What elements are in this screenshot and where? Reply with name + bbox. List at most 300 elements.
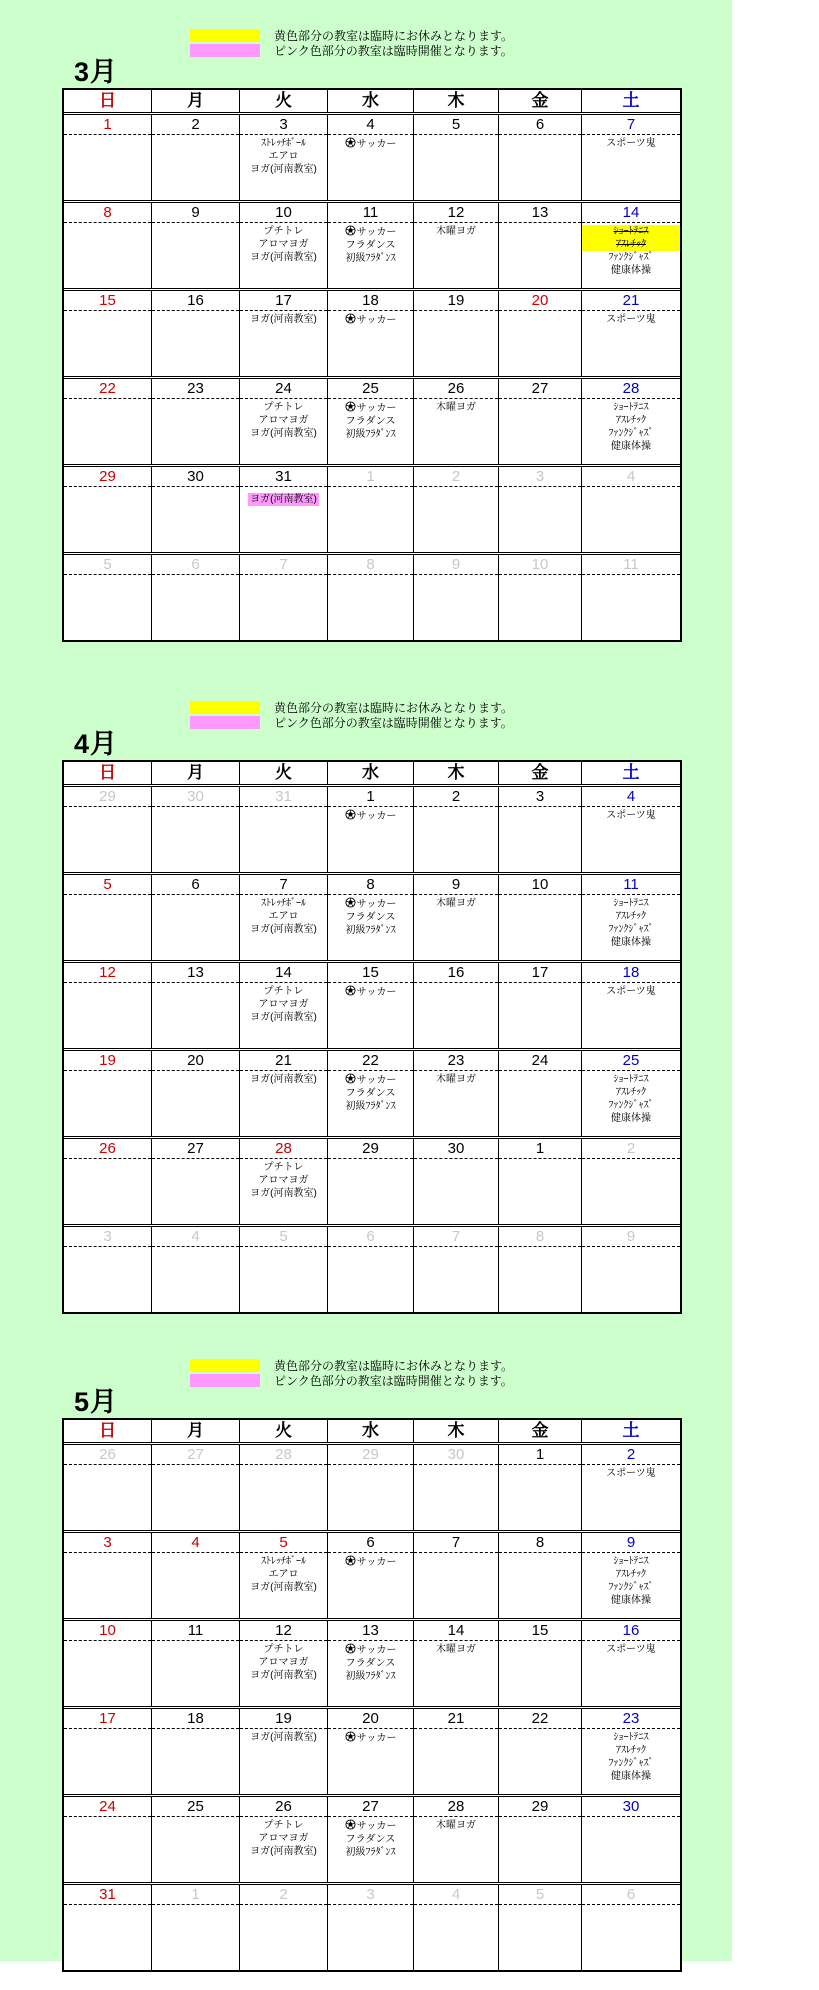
calendar-day-cell: [413, 291, 498, 376]
day-number: 27: [499, 379, 581, 399]
event-line: [240, 1819, 327, 1832]
day-number: 15: [328, 963, 413, 983]
day-number: 29: [328, 1139, 413, 1159]
event-label: フラダンス: [345, 240, 396, 251]
event-label: ｱｽﾚﾁｯｸ: [616, 415, 646, 426]
weekday-label: 火: [275, 1421, 292, 1440]
event-list: [499, 1465, 581, 1467]
calendar-day-cell: [64, 291, 151, 376]
event-label: スポーツ鬼: [606, 810, 656, 821]
event-list: [152, 1159, 239, 1161]
weekday-header-cell: [151, 90, 239, 112]
event-list: [582, 807, 680, 822]
weekday-label: 木: [447, 1421, 465, 1440]
event-label: ｱｽﾚﾁｯｸ: [616, 1569, 646, 1580]
day-number: 4: [152, 1227, 239, 1247]
event-line: [328, 313, 413, 327]
calendar-week-row: [64, 963, 680, 1051]
calendar-day-cell: [151, 1139, 239, 1224]
event-label: ヨガ(河南教室): [250, 1582, 317, 1593]
event-list: [582, 1465, 680, 1480]
weekday-header-cell: [239, 90, 327, 112]
event-list: [499, 399, 581, 401]
day-number: 17: [64, 1709, 151, 1729]
day-number: 14: [240, 963, 327, 983]
day-number: 4: [152, 1533, 239, 1553]
event-list: [414, 223, 498, 238]
day-number: 6: [582, 1885, 680, 1905]
event-list: [414, 1817, 498, 1832]
weekday-header-row: [64, 90, 680, 115]
event-list: [582, 487, 680, 489]
weekday-header-cell: [327, 1420, 413, 1442]
event-line: [240, 150, 327, 163]
event-list: [499, 1071, 581, 1073]
event-label: スポーツ鬼: [606, 1468, 656, 1479]
event-label: ｽﾄﾚｯﾁﾎﾞｰﾙ: [261, 898, 306, 909]
calendar-day-cell: [64, 467, 151, 552]
event-label: プチトレ: [263, 402, 304, 413]
calendar-table: [62, 760, 682, 1314]
legend-swatch-pink: [190, 44, 260, 57]
event-label: ｼｮｰﾄﾃﾆｽ: [613, 1556, 649, 1567]
event-list: [328, 487, 413, 489]
event-list: [328, 575, 413, 577]
calendar-day-cell: [498, 1051, 581, 1136]
weekday-label: 火: [275, 763, 292, 782]
event-label: 初級ﾌﾗﾀﾞﾝｽ: [345, 1847, 396, 1858]
day-number: 4: [582, 787, 680, 807]
calendar-day-cell: [64, 1227, 151, 1312]
event-label: 健康体操: [611, 265, 651, 276]
day-number: 18: [152, 1709, 239, 1729]
calendar-day-cell: [327, 963, 413, 1048]
day-number: 21: [240, 1051, 327, 1071]
event-label: ヨガ(河南教室): [250, 428, 317, 439]
day-number: 14: [582, 203, 680, 223]
weekday-label: 月: [187, 763, 204, 782]
month-block: [0, 0, 732, 660]
month-block: [0, 1330, 732, 1990]
event-label: 初級ﾌﾗﾀﾞﾝｽ: [345, 429, 396, 440]
event-label: サッカー: [356, 315, 397, 326]
calendar-day-cell: [327, 379, 413, 464]
soccer-ball-icon: [345, 1555, 356, 1569]
event-label: ﾌｧﾝｸｼﾞｬｽﾞ: [608, 252, 654, 263]
event-list: [414, 575, 498, 577]
calendar-day-cell: [581, 1797, 680, 1882]
calendar-day-cell: [151, 1051, 239, 1136]
calendar-day-cell: [413, 1051, 498, 1136]
event-list: [328, 1641, 413, 1683]
day-number: 6: [499, 115, 581, 135]
day-number: 5: [499, 1885, 581, 1905]
event-label: ﾌｧﾝｸｼﾞｬｽﾞ: [608, 1758, 654, 1769]
day-number: 8: [499, 1533, 581, 1553]
event-label: ｱｽﾚﾁｯｸ: [616, 239, 646, 250]
event-list: [240, 895, 327, 936]
event-list: [328, 1159, 413, 1161]
soccer-ball-icon: [345, 401, 356, 415]
day-number: 7: [240, 555, 327, 575]
event-label: プチトレ: [263, 1820, 304, 1831]
soccer-ball-icon: [345, 1643, 356, 1657]
event-line: [240, 923, 327, 936]
day-number: 5: [240, 1227, 327, 1247]
calendar-day-cell: [327, 787, 413, 872]
event-label: サッカー: [356, 811, 397, 822]
day-number: 10: [64, 1621, 151, 1641]
event-list: [414, 311, 498, 313]
event-line: [240, 163, 327, 176]
event-list: [64, 311, 151, 313]
legend-swatch-yellow: [190, 701, 260, 714]
event-label: ｼｮｰﾄﾃﾆｽ: [613, 1074, 649, 1085]
calendar-day-cell: [413, 1533, 498, 1618]
event-line: [328, 239, 413, 252]
calendar-day-cell: [64, 1445, 151, 1530]
event-line: [328, 897, 413, 911]
calendar-day-cell: [498, 291, 581, 376]
day-number: 7: [414, 1227, 498, 1247]
event-label: 木曜ヨガ: [436, 1820, 476, 1831]
event-line: [328, 428, 413, 441]
event-line: [582, 1581, 680, 1594]
event-list: [499, 1729, 581, 1731]
event-list: [240, 807, 327, 809]
calendar-week-row: [64, 379, 680, 467]
day-number: 15: [64, 291, 151, 311]
event-label: スポーツ鬼: [606, 314, 656, 325]
event-list: [499, 895, 581, 897]
calendar-day-cell: [498, 963, 581, 1048]
event-line: [582, 401, 680, 414]
event-line: [582, 1731, 680, 1744]
event-list: [152, 1553, 239, 1555]
event-list: [64, 223, 151, 225]
event-line: [414, 401, 498, 414]
calendar-day-cell: [327, 1051, 413, 1136]
calendar-day-cell: [64, 1533, 151, 1618]
event-label: 木曜ヨガ: [436, 898, 476, 909]
calendar-day-cell: [327, 1533, 413, 1618]
event-list: [240, 1729, 327, 1744]
event-line: [582, 1757, 680, 1770]
day-number: 30: [152, 467, 239, 487]
event-line: [582, 137, 680, 150]
calendar-day-cell: [413, 1139, 498, 1224]
day-number: 3: [499, 787, 581, 807]
event-line: [240, 910, 327, 923]
day-number: 2: [414, 787, 498, 807]
calendar-day-cell: [413, 1885, 498, 1970]
month-block: [0, 672, 732, 1332]
event-line: [328, 1555, 413, 1569]
event-label: 初級ﾌﾗﾀﾞﾝｽ: [345, 1101, 396, 1112]
calendar-day-cell: [581, 467, 680, 552]
day-number: 7: [414, 1533, 498, 1553]
event-line: [240, 1581, 327, 1594]
event-label: フラダンス: [345, 1088, 396, 1099]
calendar-week-row: [64, 1885, 680, 1970]
event-list: [152, 1817, 239, 1819]
weekday-header-cell: [64, 762, 151, 784]
event-list: [328, 1905, 413, 1907]
event-line: [328, 1087, 413, 1100]
day-number: 18: [328, 291, 413, 311]
legend-text-yellow: 黄色部分の教室は臨時にお休みとなります。: [274, 29, 514, 43]
soccer-ball-icon: [345, 985, 356, 999]
calendar-day-cell: [413, 115, 498, 200]
day-number: 13: [499, 203, 581, 223]
calendar-day-cell: [239, 787, 327, 872]
legend-text-yellow: 黄色部分の教室は臨時にお休みとなります。: [274, 701, 514, 715]
calendar-day-cell: [413, 787, 498, 872]
day-number: 12: [414, 203, 498, 223]
event-list: [64, 1905, 151, 1907]
day-number: 30: [414, 1445, 498, 1465]
day-number: 17: [240, 291, 327, 311]
soccer-ball-icon: [345, 137, 356, 151]
event-line: [240, 251, 327, 264]
event-list: [240, 487, 327, 507]
event-label: フラダンス: [345, 1658, 396, 1669]
event-list: [414, 1465, 498, 1467]
event-line: [240, 238, 327, 251]
event-list: [152, 807, 239, 809]
calendar-day-cell: [581, 1621, 680, 1706]
calendar-day-cell: [239, 115, 327, 200]
event-line: [328, 1670, 413, 1683]
event-list: [64, 895, 151, 897]
event-line: [582, 1555, 680, 1568]
day-number: 29: [328, 1445, 413, 1465]
calendar-day-cell: [239, 1797, 327, 1882]
weekday-label: 月: [187, 1421, 204, 1440]
day-number: 2: [582, 1445, 680, 1465]
day-number: 6: [328, 1227, 413, 1247]
event-list: [64, 983, 151, 985]
event-label: ヨガ(河南教室): [250, 314, 317, 325]
day-number: 15: [499, 1621, 581, 1641]
calendar-day-cell: [239, 875, 327, 960]
event-label: 木曜ヨガ: [436, 402, 476, 413]
legend-text-yellow: 黄色部分の教室は臨時にお休みとなります。: [274, 1359, 514, 1373]
calendar-day-cell: [498, 1709, 581, 1794]
event-label: 木曜ヨガ: [436, 1074, 476, 1085]
event-line: [582, 1594, 680, 1607]
event-line: [414, 1643, 498, 1656]
event-label: ヨガ(河南教室): [250, 252, 317, 263]
event-line: [240, 414, 327, 427]
event-label: ヨガ(河南教室): [250, 1846, 317, 1857]
event-label: 健康体操: [611, 441, 651, 452]
event-label: エアロ: [268, 911, 299, 922]
day-number: 20: [328, 1709, 413, 1729]
event-line: [328, 911, 413, 924]
legend-row-pink: [190, 715, 513, 730]
event-list: [414, 399, 498, 414]
event-label: サッカー: [356, 139, 397, 150]
weekday-label: 水: [362, 763, 379, 782]
day-number: 28: [240, 1445, 327, 1465]
calendar-day-cell: [239, 963, 327, 1048]
day-number: 5: [414, 115, 498, 135]
calendar-day-cell: [64, 1051, 151, 1136]
day-number: 31: [240, 787, 327, 807]
day-number: 24: [240, 379, 327, 399]
event-list: [499, 983, 581, 985]
legend-swatch-yellow: [190, 1359, 260, 1372]
event-list: [328, 1729, 413, 1745]
event-line: [582, 1744, 680, 1757]
event-list: [152, 1071, 239, 1073]
event-list: [152, 1641, 239, 1643]
day-number: 9: [414, 555, 498, 575]
event-list: [240, 1071, 327, 1086]
day-number: 1: [499, 1445, 581, 1465]
day-number: 8: [64, 203, 151, 223]
day-number: 13: [152, 963, 239, 983]
event-list: [328, 1071, 413, 1113]
calendar-day-cell: [498, 115, 581, 200]
event-line: [240, 1656, 327, 1669]
event-line: [328, 924, 413, 937]
event-list: [328, 807, 413, 823]
day-number: 26: [240, 1797, 327, 1817]
event-label: アロマヨガ: [258, 1175, 309, 1186]
calendar-day-cell: [64, 787, 151, 872]
event-list: [414, 807, 498, 809]
event-list: [414, 895, 498, 910]
calendar-day-cell: [239, 379, 327, 464]
calendar-day-cell: [327, 1139, 413, 1224]
event-list: [152, 135, 239, 137]
calendar-day-cell: [498, 1445, 581, 1530]
event-label: ヨガ(河南教室): [250, 494, 317, 505]
event-line: [328, 1100, 413, 1113]
day-number: 4: [328, 115, 413, 135]
event-list: [328, 1553, 413, 1569]
weekday-header-cell: [327, 90, 413, 112]
event-list: [582, 1553, 680, 1607]
event-list: [328, 135, 413, 151]
calendar-day-cell: [581, 1227, 680, 1312]
calendar-day-cell: [498, 875, 581, 960]
event-line: [240, 1174, 327, 1187]
weekday-label: 金: [531, 1421, 549, 1440]
legend-row-yellow: [190, 1358, 513, 1373]
day-number: 26: [64, 1139, 151, 1159]
calendar-day-cell: [498, 467, 581, 552]
event-label: 健康体操: [611, 1771, 651, 1782]
event-label: エアロ: [268, 1569, 299, 1580]
weekday-label: 土: [622, 763, 640, 782]
day-number: 3: [328, 1885, 413, 1905]
event-list: [240, 223, 327, 264]
day-number: 27: [152, 1445, 239, 1465]
event-list: [64, 1729, 151, 1731]
weekday-header-cell: [413, 762, 498, 784]
weekday-header-cell: [151, 1420, 239, 1442]
soccer-ball-icon: [345, 1819, 356, 1833]
event-line: [414, 1819, 498, 1832]
event-list: [582, 1071, 680, 1125]
day-number: 9: [582, 1227, 680, 1247]
day-number: 5: [64, 555, 151, 575]
day-number: 8: [328, 555, 413, 575]
legend: [190, 28, 513, 58]
calendar-week-row: [64, 1445, 680, 1533]
calendar-day-cell: [151, 555, 239, 640]
event-label: サッカー: [356, 1645, 397, 1656]
legend-row-yellow: [190, 700, 513, 715]
calendar-day-cell: [413, 1445, 498, 1530]
day-number: 19: [240, 1709, 327, 1729]
event-list: [328, 983, 413, 999]
event-label: スポーツ鬼: [606, 138, 656, 149]
calendar-day-cell: [581, 1709, 680, 1794]
event-list: [64, 1641, 151, 1643]
calendar-day-cell: [413, 379, 498, 464]
event-line: [582, 1086, 680, 1099]
event-line: [582, 897, 680, 910]
day-number: 4: [414, 1885, 498, 1905]
event-label: ｼｮｰﾄﾃﾆｽ: [613, 402, 649, 413]
day-number: 12: [240, 1621, 327, 1641]
event-label: アロマヨガ: [258, 415, 309, 426]
soccer-ball-icon: [345, 809, 356, 823]
calendar-day-cell: [327, 875, 413, 960]
day-number: 8: [499, 1227, 581, 1247]
event-line: [414, 225, 498, 238]
event-list: [64, 1817, 151, 1819]
event-list: [152, 399, 239, 401]
weekday-header-cell: [64, 90, 151, 112]
calendar-day-cell: [413, 467, 498, 552]
day-number: 2: [414, 467, 498, 487]
event-label: ヨガ(河南教室): [250, 1670, 317, 1681]
event-line: [582, 414, 680, 427]
event-list: [64, 1159, 151, 1161]
calendar-day-cell: [327, 1885, 413, 1970]
weekday-header-cell: [327, 762, 413, 784]
day-number: 9: [582, 1533, 680, 1553]
calendar-week-row: [64, 1621, 680, 1709]
weekday-header-cell: [413, 1420, 498, 1442]
calendar-day-cell: [239, 1445, 327, 1530]
calendar-day-cell: [151, 963, 239, 1048]
day-number: 22: [328, 1051, 413, 1071]
event-label: ﾌｧﾝｸｼﾞｬｽﾞ: [608, 924, 654, 935]
event-label: スポーツ鬼: [606, 986, 656, 997]
event-line: [240, 1845, 327, 1858]
calendar-day-cell: [64, 1139, 151, 1224]
weekday-label: 金: [531, 763, 549, 782]
calendar-day-cell: [239, 1051, 327, 1136]
event-line: [582, 1770, 680, 1783]
event-line: [240, 401, 327, 414]
event-list: [240, 1641, 327, 1682]
event-label: プチトレ: [263, 226, 304, 237]
event-list: [240, 399, 327, 440]
event-label: サッカー: [356, 1557, 397, 1568]
calendar-day-cell: [327, 1621, 413, 1706]
event-list: [499, 807, 581, 809]
calendar-day-cell: [64, 1797, 151, 1882]
day-number: 23: [582, 1709, 680, 1729]
event-line: [582, 264, 680, 277]
